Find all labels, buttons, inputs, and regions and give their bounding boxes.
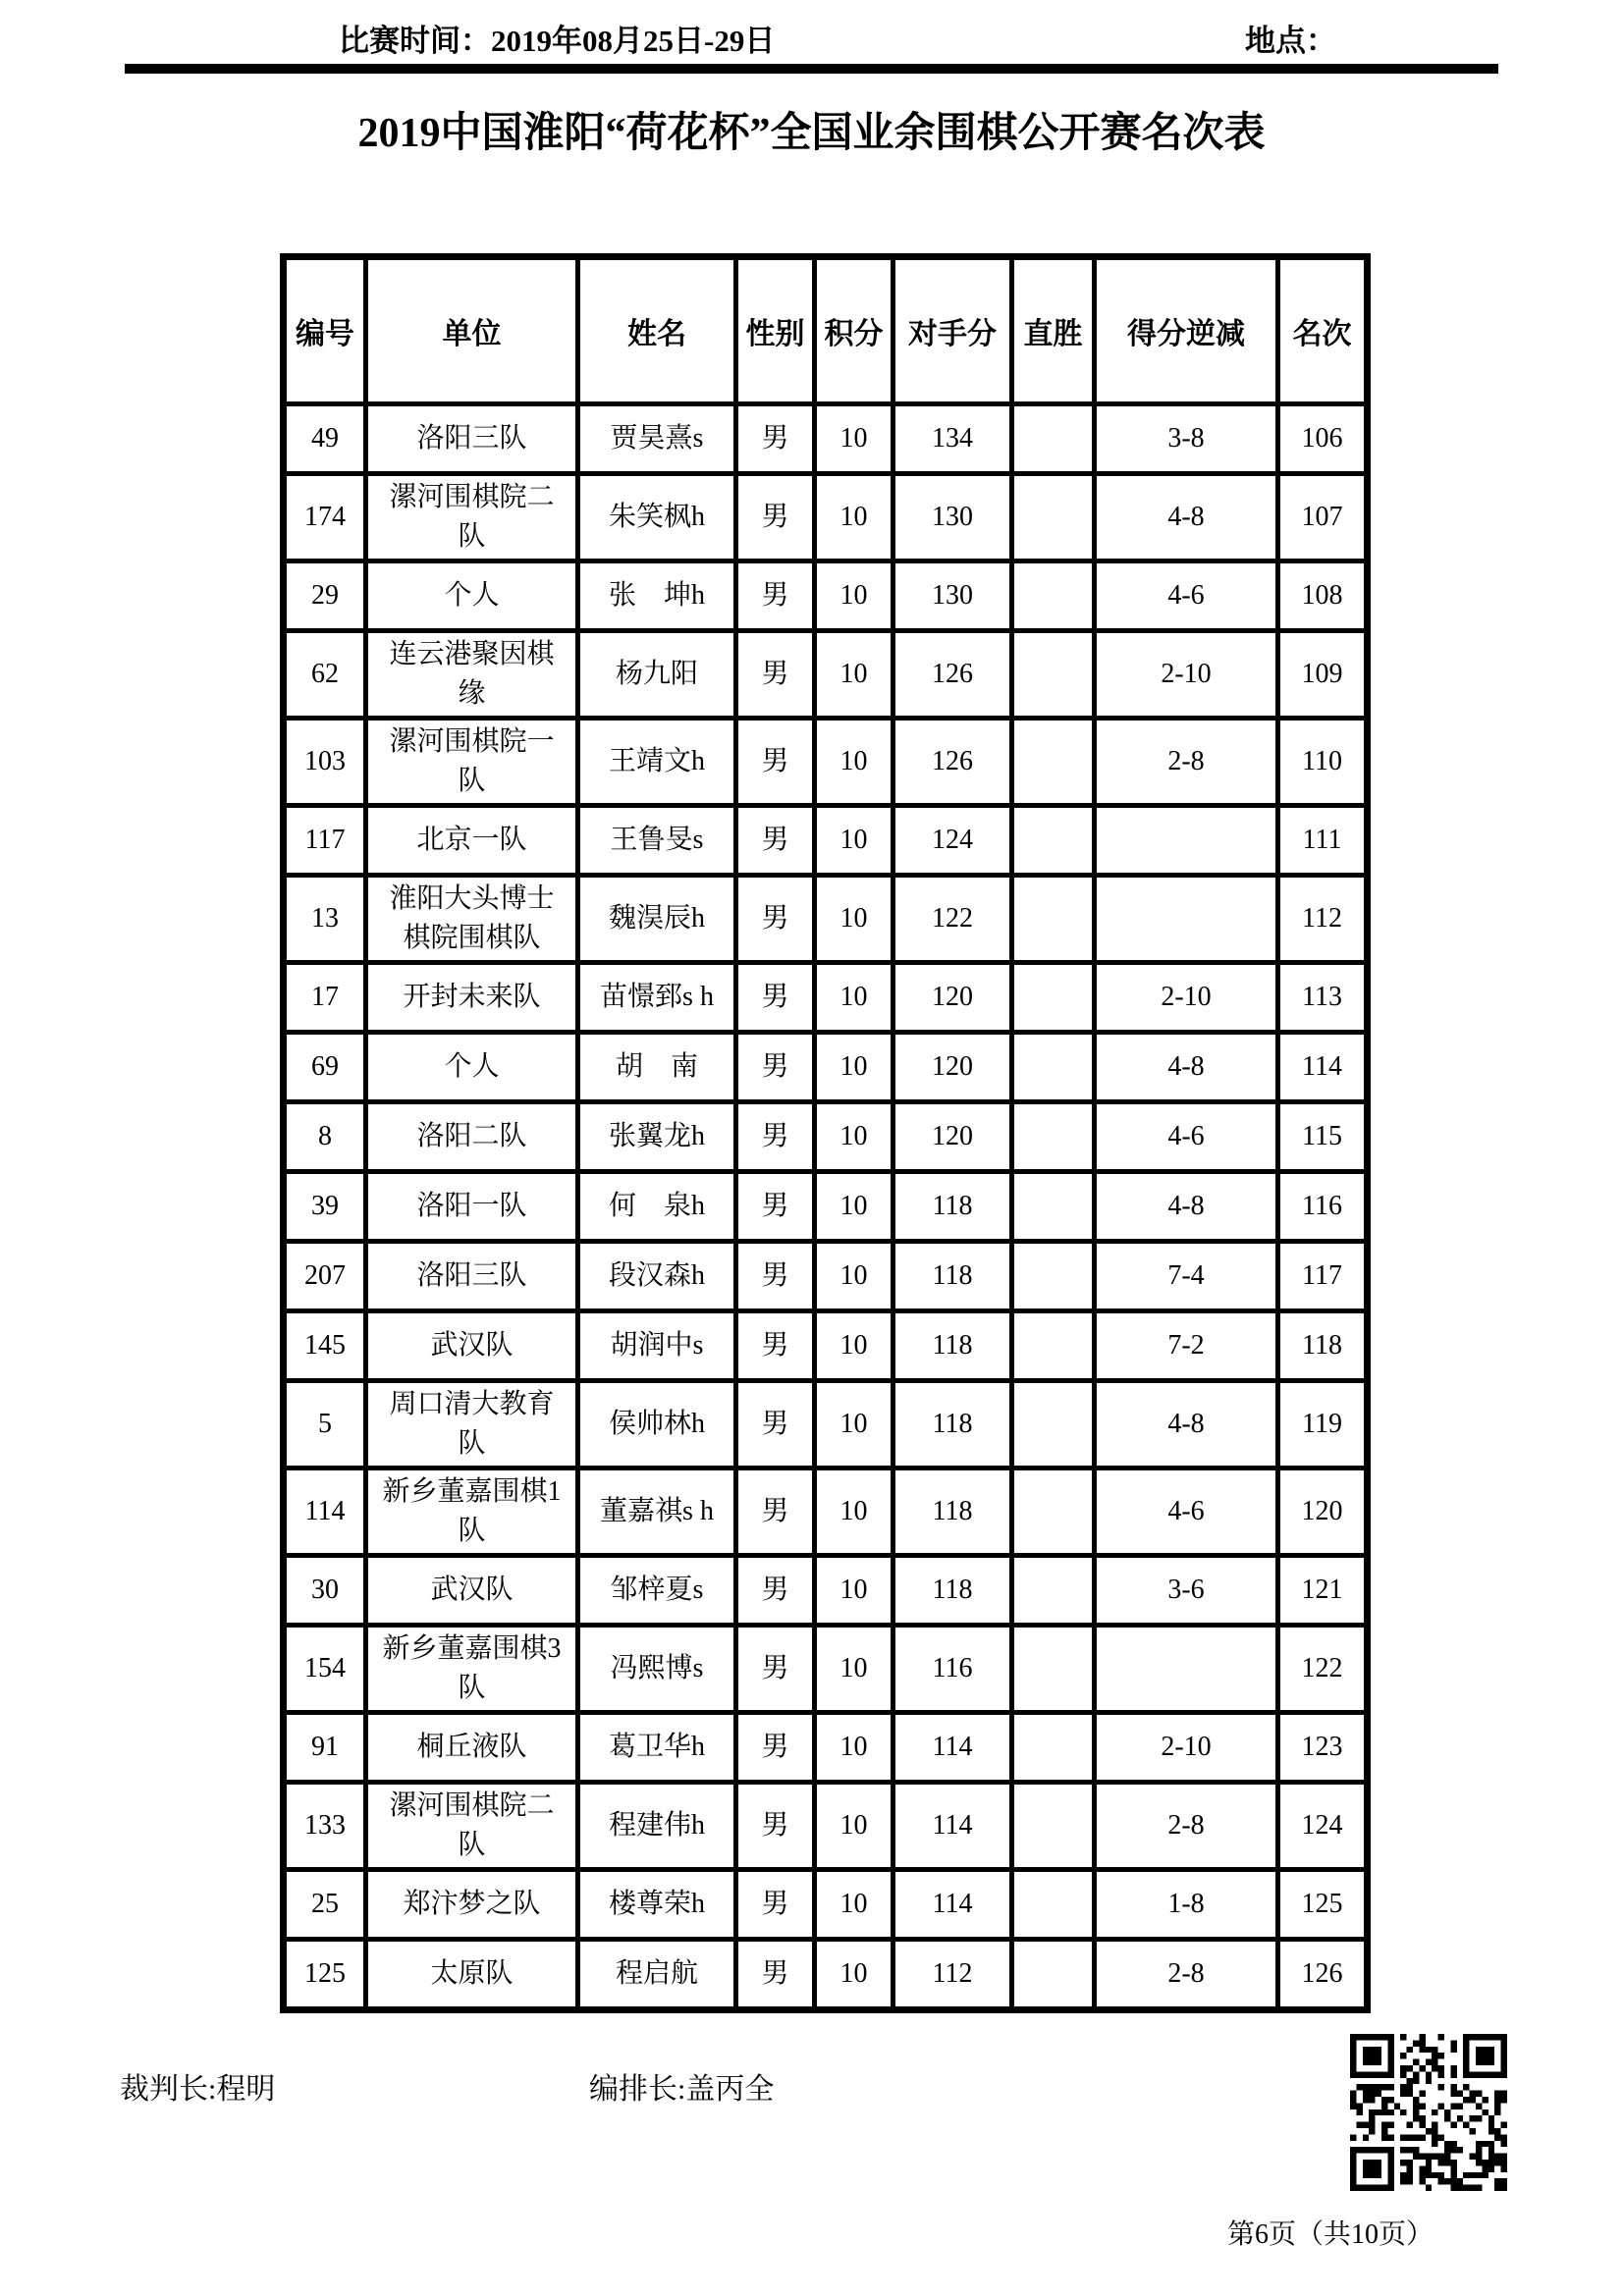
table-cell: 楼尊荣h [578,1870,736,1940]
table-cell [1012,561,1095,631]
table-cell: 新乡董嘉围棋1队 [366,1468,578,1556]
table-cell: 10 [815,963,893,1033]
table-cell: 武汉队 [366,1556,578,1626]
table-cell: 男 [736,1172,815,1242]
table-cell: 130 [893,474,1012,561]
table-cell: 4-6 [1095,1468,1278,1556]
table-cell [1095,876,1278,963]
column-header-number: 编号 [284,257,366,404]
results-table-body [284,404,1368,2010]
table-cell: 120 [893,1102,1012,1172]
table-cell [1095,1626,1278,1713]
table-cell: 胡 南 [578,1033,736,1102]
table-row [284,474,1368,561]
table-cell: 郑汴梦之队 [366,1870,578,1940]
table-cell: 男 [736,631,815,719]
table-cell [1012,1870,1095,1940]
table-cell: 10 [815,1242,893,1311]
table-cell: 111 [1278,806,1368,876]
table-cell: 118 [893,1172,1012,1242]
table-cell: 126 [893,719,1012,806]
table-cell: 贾昊熹s [578,404,736,474]
page-number: 第6页（共10页） [1227,2219,1434,2250]
table-cell: 10 [815,1381,893,1468]
table-cell: 5 [284,1381,366,1468]
table-cell: 120 [893,1033,1012,1102]
table-cell: 112 [893,1940,1012,2010]
table-cell: 115 [1278,1102,1368,1172]
table-cell: 魏淏辰h [578,876,736,963]
table-cell: 125 [1278,1870,1368,1940]
table-cell [1012,1033,1095,1102]
table-cell: 118 [1278,1311,1368,1381]
table-cell: 男 [736,1783,815,1870]
table-cell: 段汉森h [578,1242,736,1311]
table-cell: 114 [893,1713,1012,1783]
table-cell: 洛阳三队 [366,1242,578,1311]
table-cell: 胡润中s [578,1311,736,1381]
table-row [284,404,1368,474]
table-cell: 2-8 [1095,719,1278,806]
table-cell: 朱笑枫h [578,474,736,561]
table-cell: 张翼龙h [578,1102,736,1172]
table-cell: 122 [893,876,1012,963]
column-header-name: 姓名 [578,257,736,404]
table-cell: 4-6 [1095,561,1278,631]
table-cell [1012,1783,1095,1870]
table-cell: 120 [1278,1468,1368,1556]
table-cell: 男 [736,963,815,1033]
table-cell: 侯帅林h [578,1381,736,1468]
table-row [284,1870,1368,1940]
table-cell: 69 [284,1033,366,1102]
table-cell: 126 [893,631,1012,719]
table-cell: 117 [284,806,366,876]
table-cell: 漯河围棋院二队 [366,474,578,561]
table-cell: 10 [815,719,893,806]
table-cell [1012,474,1095,561]
table-cell: 25 [284,1870,366,1940]
table-cell: 邹梓夏s [578,1556,736,1626]
table-cell: 103 [284,719,366,806]
table-cell: 程启航 [578,1940,736,2010]
table-row [284,1626,1368,1713]
table-cell: 114 [1278,1033,1368,1102]
table-row [284,806,1368,876]
table-cell: 冯熙博s [578,1626,736,1713]
table-cell [1012,1940,1095,2010]
table-cell: 119 [1278,1381,1368,1468]
table-cell [1012,1311,1095,1381]
table-cell [1012,404,1095,474]
table-cell: 10 [815,1940,893,2010]
column-header-score-reduction: 得分逆减 [1095,257,1278,404]
table-cell: 10 [815,561,893,631]
table-cell: 男 [736,719,815,806]
table-cell: 10 [815,806,893,876]
table-cell: 连云港聚因棋缘 [366,631,578,719]
table-cell: 10 [815,1468,893,1556]
table-cell: 太原队 [366,1940,578,2010]
table-cell [1012,1102,1095,1172]
table-cell: 4-8 [1095,1172,1278,1242]
table-row [284,876,1368,963]
table-cell: 122 [1278,1626,1368,1713]
table-cell: 116 [1278,1172,1368,1242]
page-title: 2019中国淮阳“荷花杯”全国业余围棋公开赛名次表 [357,111,1266,156]
table-cell: 男 [736,1626,815,1713]
table-cell [1012,1556,1095,1626]
table-cell: 130 [893,561,1012,631]
table-row [284,1556,1368,1626]
table-cell: 108 [1278,561,1368,631]
table-cell: 118 [893,1311,1012,1381]
table-cell: 3-6 [1095,1556,1278,1626]
table-cell: 125 [284,1940,366,2010]
table-cell: 10 [815,1713,893,1783]
table-cell: 91 [284,1713,366,1783]
table-cell: 121 [1278,1556,1368,1626]
table-row [284,1783,1368,1870]
table-cell: 10 [815,1626,893,1713]
table-cell: 114 [284,1468,366,1556]
table-cell [1012,806,1095,876]
table-header-row [284,257,1368,404]
table-cell [1012,1468,1095,1556]
table-cell: 120 [893,963,1012,1033]
table-cell: 30 [284,1556,366,1626]
header-divider [125,64,1498,74]
column-header-unit: 单位 [366,257,578,404]
table-cell: 39 [284,1172,366,1242]
table-cell: 男 [736,1468,815,1556]
table-cell: 北京一队 [366,806,578,876]
table-cell: 王鲁旻s [578,806,736,876]
table-cell: 114 [893,1870,1012,1940]
table-cell: 174 [284,474,366,561]
table-cell: 葛卫华h [578,1713,736,1783]
table-cell: 杨九阳 [578,631,736,719]
table-row [284,1468,1368,1556]
table-cell: 2-10 [1095,631,1278,719]
table-row [284,719,1368,806]
table-cell: 10 [815,1311,893,1381]
table-cell: 123 [1278,1713,1368,1783]
table-cell: 武汉队 [366,1311,578,1381]
table-cell: 126 [1278,1940,1368,2010]
chief-referee-label: 裁判长:程明 [120,2073,276,2106]
table-row [284,1172,1368,1242]
table-cell [1012,1242,1095,1311]
table-cell: 10 [815,1556,893,1626]
table-cell: 109 [1278,631,1368,719]
table-cell: 117 [1278,1242,1368,1311]
table-cell [1012,1713,1095,1783]
table-row [284,963,1368,1033]
results-table [280,253,1371,2013]
table-cell: 何 泉h [578,1172,736,1242]
table-cell: 118 [893,1468,1012,1556]
table-cell [1012,1172,1095,1242]
table-cell: 洛阳三队 [366,404,578,474]
table-cell: 1-8 [1095,1870,1278,1940]
table-cell: 207 [284,1242,366,1311]
table-cell: 112 [1278,876,1368,963]
table-cell: 洛阳一队 [366,1172,578,1242]
location-label: 地点： [1245,24,1336,58]
table-cell: 张 坤h [578,561,736,631]
table-cell [1012,631,1095,719]
table-cell: 10 [815,1102,893,1172]
table-cell: 118 [893,1556,1012,1626]
table-cell: 王靖文h [578,719,736,806]
table-cell: 男 [736,1102,815,1172]
table-cell: 110 [1278,719,1368,806]
table-cell: 10 [815,1783,893,1870]
column-header-rank: 名次 [1278,257,1368,404]
table-cell: 男 [736,806,815,876]
table-cell [1012,719,1095,806]
ranking-table-container [280,253,1371,2013]
table-cell: 个人 [366,1033,578,1102]
table-cell: 桐丘液队 [366,1713,578,1783]
table-cell: 新乡董嘉围棋3队 [366,1626,578,1713]
table-cell [1095,806,1278,876]
table-cell: 3-8 [1095,404,1278,474]
table-cell: 10 [815,1870,893,1940]
table-row [284,1102,1368,1172]
table-cell: 程建伟h [578,1783,736,1870]
column-header-opponent-points: 对手分 [893,257,1012,404]
table-row [284,631,1368,719]
table-cell: 男 [736,404,815,474]
column-header-direct-win: 直胜 [1012,257,1095,404]
table-cell: 133 [284,1783,366,1870]
table-cell: 2-10 [1095,1713,1278,1783]
table-row [284,1713,1368,1783]
table-cell: 男 [736,1242,815,1311]
table-cell: 洛阳二队 [366,1102,578,1172]
table-cell: 106 [1278,404,1368,474]
table-cell: 2-8 [1095,1940,1278,2010]
column-header-gender: 性别 [736,257,815,404]
table-cell [1012,1626,1095,1713]
table-cell: 男 [736,1381,815,1468]
table-cell: 13 [284,876,366,963]
table-cell: 男 [736,1713,815,1783]
table-cell: 4-8 [1095,1381,1278,1468]
table-cell: 漯河围棋院二队 [366,1783,578,1870]
table-cell: 苗憬郅s h [578,963,736,1033]
table-cell: 124 [1278,1783,1368,1870]
table-cell: 118 [893,1242,1012,1311]
table-cell: 男 [736,1311,815,1381]
table-cell: 107 [1278,474,1368,561]
table-cell: 17 [284,963,366,1033]
table-cell: 10 [815,474,893,561]
table-cell: 4-8 [1095,1033,1278,1102]
table-cell: 113 [1278,963,1368,1033]
table-cell: 29 [284,561,366,631]
table-cell: 4-6 [1095,1102,1278,1172]
table-cell: 2-10 [1095,963,1278,1033]
table-cell [1012,876,1095,963]
table-cell: 董嘉祺s h [578,1468,736,1556]
table-cell: 4-8 [1095,474,1278,561]
table-cell: 62 [284,631,366,719]
qr-code [1350,2034,1507,2191]
table-cell [1012,1381,1095,1468]
table-cell [1012,963,1095,1033]
table-cell: 男 [736,561,815,631]
table-row [284,561,1368,631]
table-cell: 116 [893,1626,1012,1713]
table-cell: 154 [284,1626,366,1713]
table-cell: 124 [893,806,1012,876]
table-cell: 10 [815,876,893,963]
table-cell: 7-4 [1095,1242,1278,1311]
table-cell: 男 [736,1870,815,1940]
table-row [284,1242,1368,1311]
table-cell: 开封未来队 [366,963,578,1033]
table-cell: 周口清大教育队 [366,1381,578,1468]
table-cell: 134 [893,404,1012,474]
table-cell: 淮阳大头博士棋院围棋队 [366,876,578,963]
table-cell: 2-8 [1095,1783,1278,1870]
table-cell: 145 [284,1311,366,1381]
competition-time-label: 比赛时间：2019年08月25日-29日 [339,24,776,58]
table-row [284,1311,1368,1381]
table-cell: 男 [736,474,815,561]
table-cell: 49 [284,404,366,474]
table-row [284,1033,1368,1102]
table-cell: 男 [736,1033,815,1102]
column-header-points: 积分 [815,257,893,404]
table-cell: 10 [815,404,893,474]
table-cell: 8 [284,1102,366,1172]
table-cell: 男 [736,1556,815,1626]
table-cell: 10 [815,631,893,719]
table-row [284,1940,1368,2010]
table-cell: 118 [893,1381,1012,1468]
table-cell: 男 [736,1940,815,2010]
table-cell: 个人 [366,561,578,631]
table-cell: 7-2 [1095,1311,1278,1381]
table-cell: 10 [815,1033,893,1102]
chief-arranger-label: 编排长:盖丙全 [589,2073,775,2106]
table-cell: 漯河围棋院一队 [366,719,578,806]
table-cell: 114 [893,1783,1012,1870]
table-cell: 男 [736,876,815,963]
table-cell: 10 [815,1172,893,1242]
table-row [284,1381,1368,1468]
